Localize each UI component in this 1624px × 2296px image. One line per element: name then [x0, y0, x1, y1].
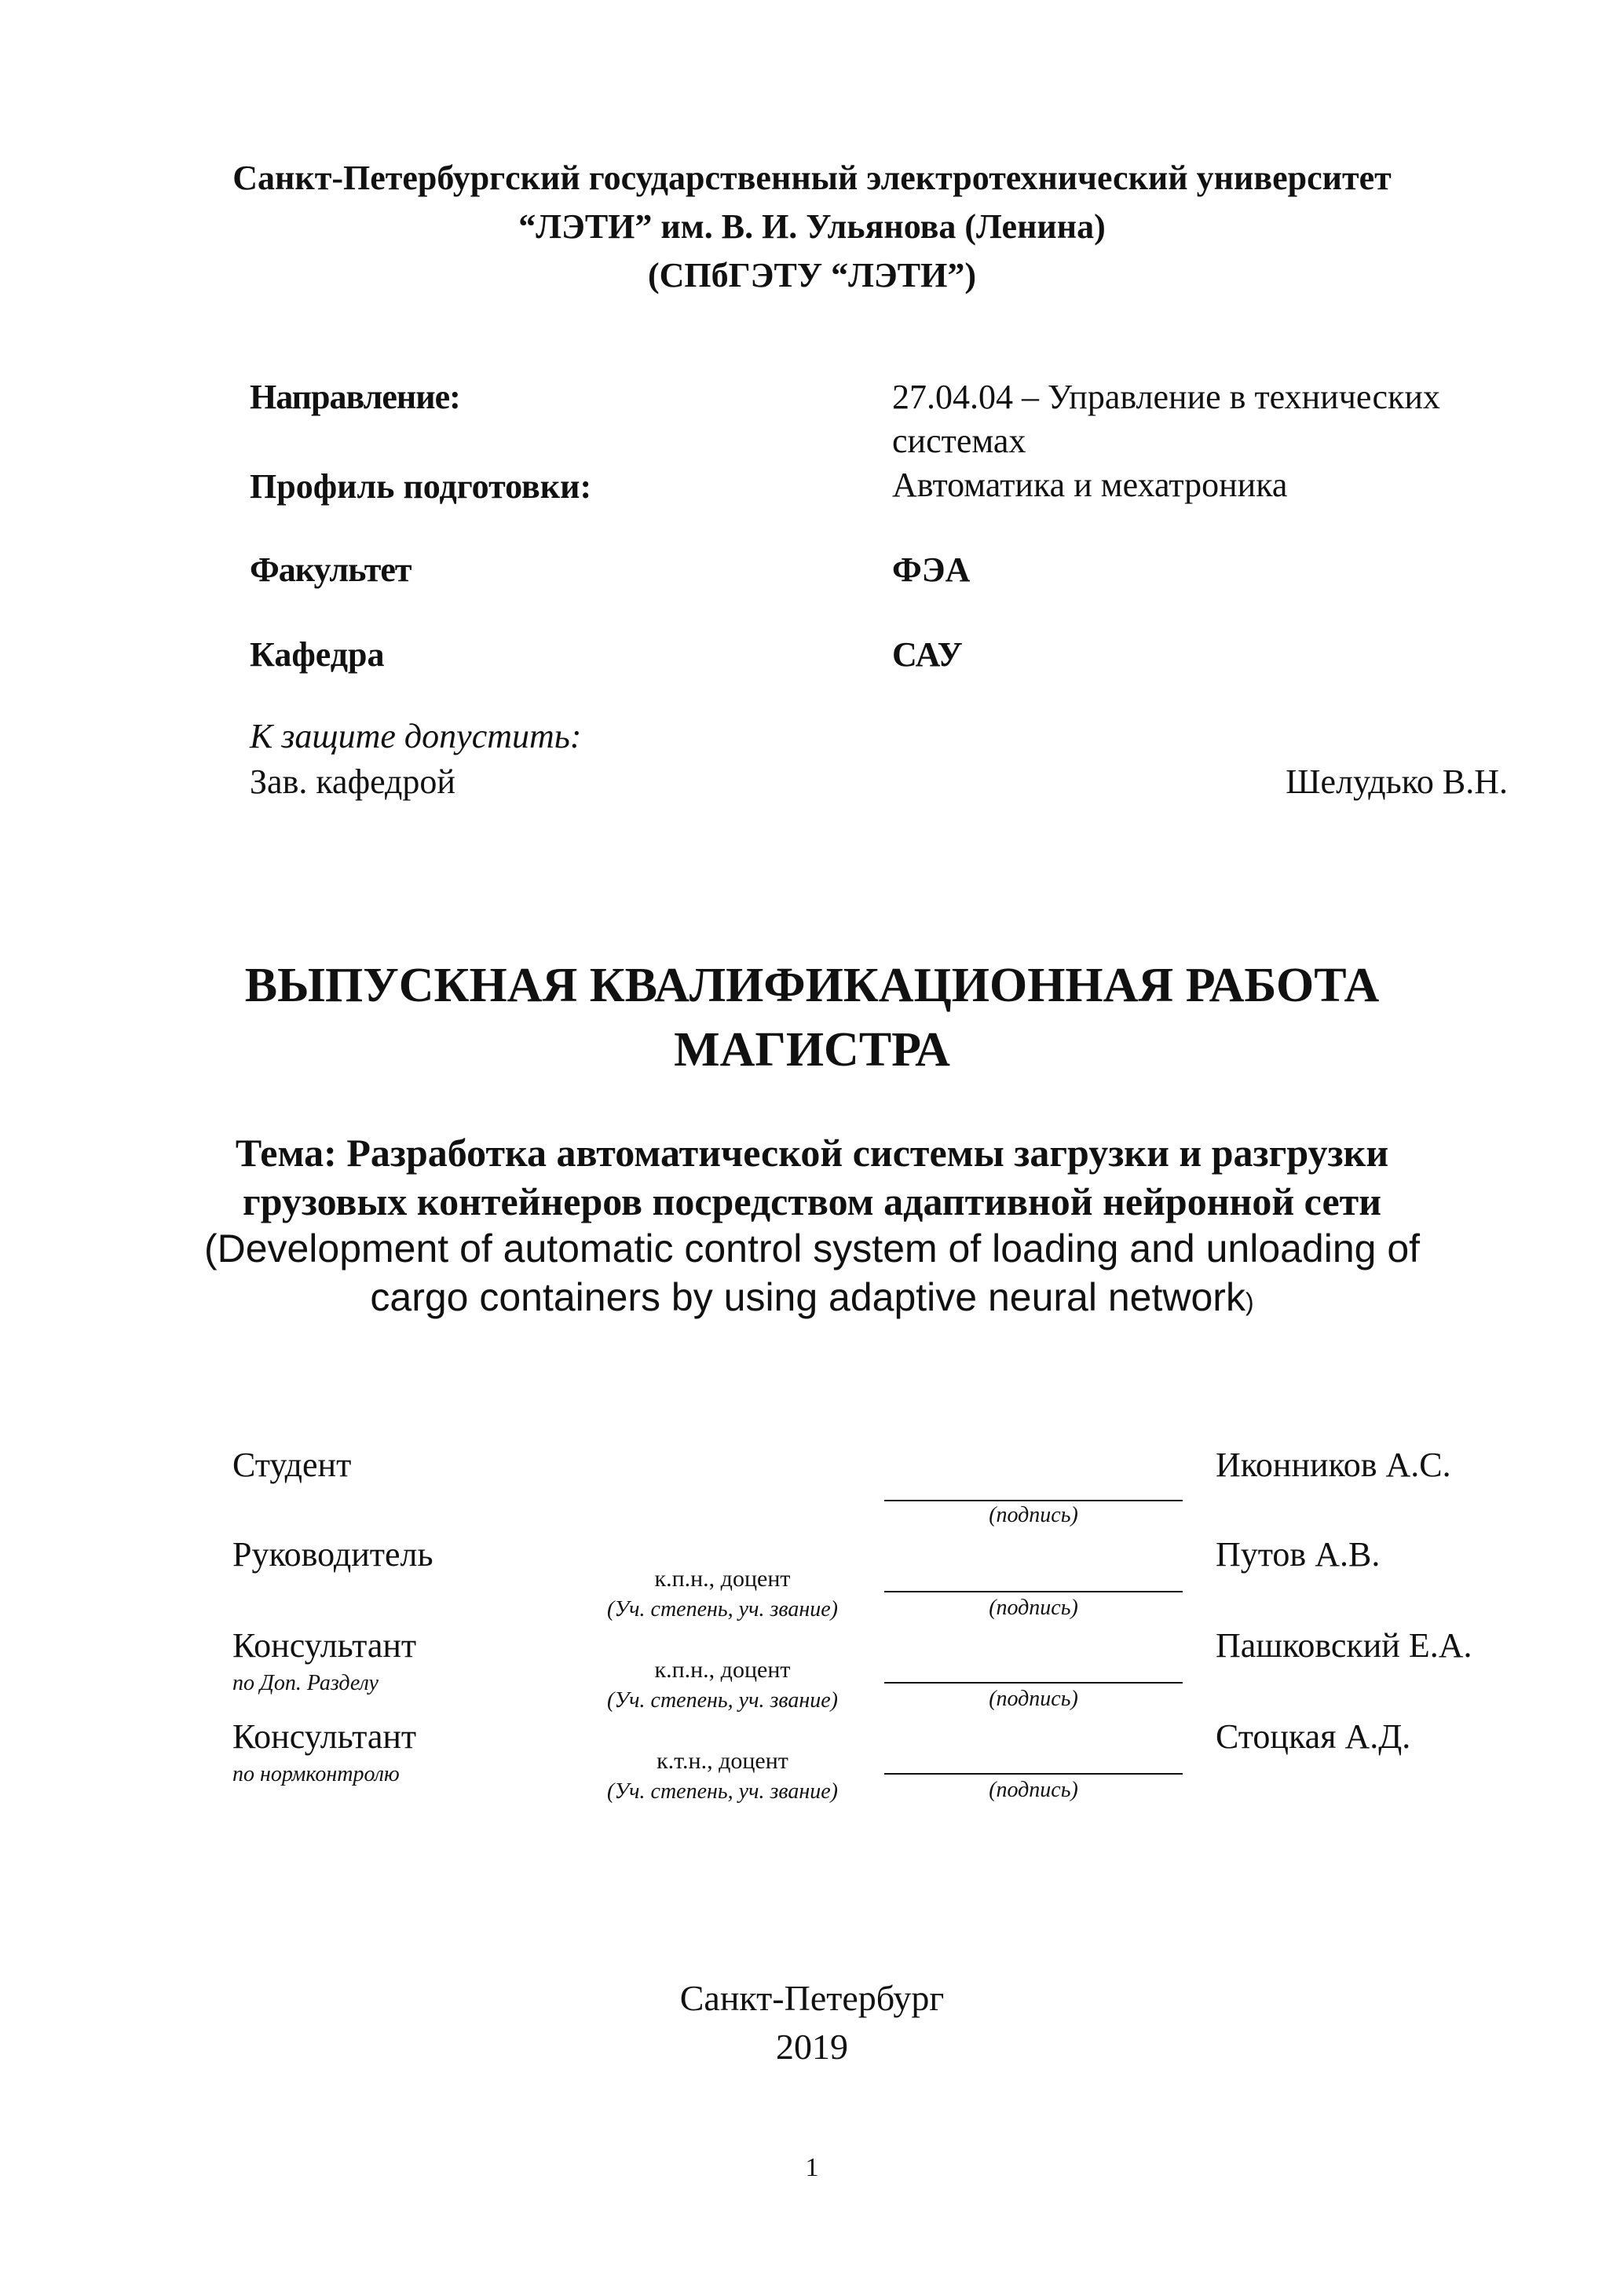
supervisor-degree: к.п.н., доцент [654, 1566, 791, 1592]
university-subtitle: “ЛЭТИ” им. В. И. Ульянова (Ленина) [518, 207, 1106, 246]
profile-value: Автоматика и мехатроника [892, 466, 1288, 504]
university-name: Санкт-Петербургский государственный электротехнический университет [232, 159, 1392, 197]
consultant1-degree: к.п.н., доцент [654, 1657, 791, 1683]
consultant2-degree-caption: (Уч. степень, уч. звание) [607, 1779, 838, 1804]
head-of-department-name: Шелудько В.Н. [1286, 762, 1508, 801]
admit-label: К защите допустить: [250, 717, 582, 755]
supervisor-signature-line [884, 1591, 1183, 1592]
consultant1-role: Консультант [232, 1626, 417, 1665]
consultant2-subtitle: по нормконтролю [232, 1762, 400, 1786]
supervisor-name: Путов А.В. [1216, 1535, 1381, 1574]
footer-year: 2019 [776, 2027, 848, 2067]
student-signature-line [884, 1500, 1183, 1501]
supervisor-signature-caption: (подпись) [989, 1596, 1078, 1620]
consultant2-name: Стоцкая А.Д. [1216, 1717, 1411, 1756]
document-title: ВЫПУСКНАЯ КВАЛИФИКАЦИОННАЯ РАБОТА [244, 959, 1380, 1012]
department-value: САУ [892, 635, 963, 674]
student-signature-caption: (подпись) [989, 1503, 1078, 1527]
consultant2-role: Консультант [232, 1717, 417, 1756]
theme-english-line2 [0, 1274, 1624, 1325]
faculty-label: Факультет [250, 550, 411, 589]
theme-english-text: cargo containers by using adaptive neural network [370, 1275, 1245, 1319]
direction-value [892, 375, 1536, 463]
supervisor-role: Руководитель [232, 1535, 433, 1574]
consultant1-subtitle: по Доп. Разделу [232, 1671, 379, 1695]
university-abbrev: (СПбГЭТУ “ЛЭТИ”) [648, 256, 976, 294]
consultant1-signature-caption: (подпись) [989, 1687, 1078, 1711]
student-name: Иконников А.С. [1216, 1446, 1451, 1484]
consultant2-signature-line [884, 1773, 1183, 1775]
theme-english-line1: (Development of automatic control system of loading and unloading of [203, 1227, 1421, 1270]
direction-value-line2: системах [892, 422, 1026, 460]
faculty-value: ФЭА [892, 550, 971, 589]
theme-line2: грузовых контейнеров посредством адаптивной нейронной сети [242, 1179, 1382, 1223]
department-label: Кафедра [250, 635, 385, 674]
document-title-line2: МАГИСТРА [674, 1023, 950, 1077]
consultant1-name: Пашковский Е.А. [1216, 1626, 1472, 1665]
supervisor-degree-caption: (Уч. степень, уч. звание) [607, 1597, 838, 1621]
consultant1-degree-caption: (Уч. степень, уч. звание) [607, 1688, 838, 1713]
theme-line1: Тема: Разработка автоматической системы загрузки и разгрузки [235, 1131, 1389, 1175]
consultant1-signature-line [884, 1682, 1183, 1684]
theme-english-paren: ) [1245, 1288, 1254, 1316]
student-role: Студент [232, 1446, 352, 1484]
page-number: 1 [805, 2153, 819, 2182]
consultant2-signature-caption: (подпись) [989, 1778, 1078, 1802]
direction-value-line1: 27.04.04 – Управление в технических [892, 378, 1440, 416]
head-of-department-label: Зав. кафедрой [250, 762, 455, 801]
consultant2-degree: к.т.н., доцент [657, 1748, 788, 1774]
footer-city: Санкт-Петербург [679, 1978, 945, 2018]
profile-label: Профиль подготовки: [250, 467, 592, 506]
direction-label: Направление: [250, 378, 460, 416]
